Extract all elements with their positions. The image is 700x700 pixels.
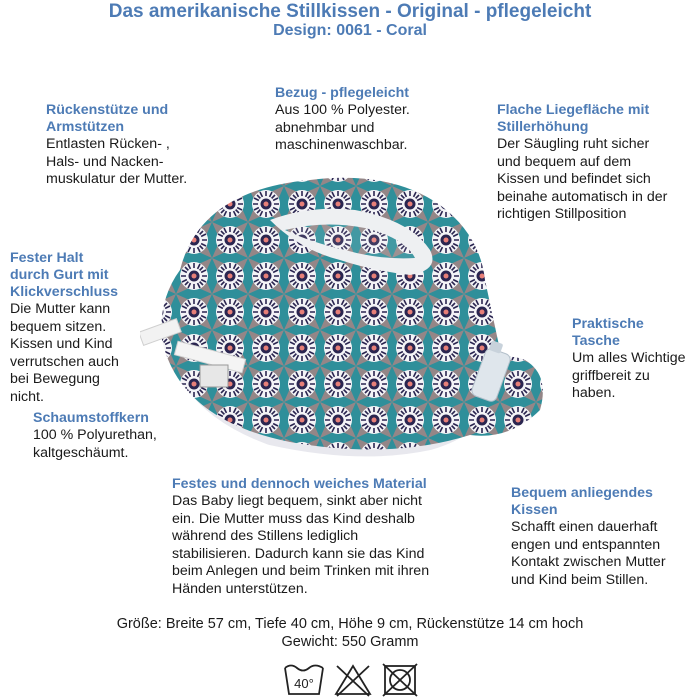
feature-heading: Bezug - pflegeleicht <box>275 85 410 101</box>
wash-40-icon <box>285 666 323 695</box>
feature-text: Schafft einen dauerhaft engen und entspannten Kontakt zwischen Mutter und Kind beim Stillen. <box>511 519 666 588</box>
feature-material <box>172 476 472 598</box>
feature-flat-surface <box>497 102 697 224</box>
feature-heading: Rückenstütze und Armstützen <box>46 102 169 135</box>
no-tumble-dry-icon <box>383 664 417 696</box>
feature-fit <box>511 485 700 589</box>
feature-text: Der Säugling ruht sicher und bequem auf dem Kissen und befindet sich beinahe automatisch in der richtigen Stillposition <box>497 136 668 222</box>
feature-text: Entlasten Rücken- , Hals- und Nacken- muskulatur der Mutter. <box>46 136 188 187</box>
feature-text: Die Mutter kann bequem sitzen. Kissen und Kind verrutschen auch bei Bewegung nicht. <box>10 301 119 405</box>
feature-back-support <box>46 102 236 189</box>
feature-heading: Schaumstoffkern <box>33 410 149 426</box>
no-bleach-icon <box>336 666 370 696</box>
feature-heading: Bequem anliegendes Kissen <box>511 485 653 518</box>
feature-heading: Praktische Tasche <box>572 316 644 349</box>
feature-foam-core <box>33 410 213 462</box>
design-subtitle: Design: 0061 - Coral <box>273 22 427 39</box>
feature-text: Um alles Wichtige griffbereit zu haben. <box>572 350 686 401</box>
feature-heading: Flache Liegefläche mit Stillerhöhung <box>497 102 650 135</box>
page-title: Das amerikanische Stillkissen - Original - pflegeleicht <box>108 1 592 22</box>
feature-heading: Fester Halt durch Gurt mit Klickverschluss <box>10 250 119 300</box>
weight-info: Gewicht: 550 Gramm <box>281 634 419 650</box>
size-info: Größe: Breite 57 cm, Tiefe 40 cm, Höhe 9 cm, Rückenstütze 14 cm hoch <box>116 616 584 632</box>
feature-pocket <box>572 316 700 403</box>
feature-text: Aus 100 % Polyester. abnehmbar und maschinenwaschbar. <box>275 102 410 153</box>
wash-temp-label: 40° <box>294 676 314 691</box>
feature-cover <box>275 85 475 155</box>
feature-heading: Festes und dennoch weiches Material <box>172 476 427 492</box>
care-symbols <box>283 660 423 700</box>
feature-text: 100 % Polyurethan, kaltgeschäumt. <box>33 427 157 461</box>
feature-text: Das Baby liegt bequem, sinkt aber nicht ein. Die Mutter muss das Kind deshalb während des Stillens lediglich stabilisieren. Dadurch kann sie das Kind beim Anlegen und beim Trinken mit ihren Händen unterstützen. <box>172 493 430 597</box>
feature-belt <box>10 250 150 406</box>
